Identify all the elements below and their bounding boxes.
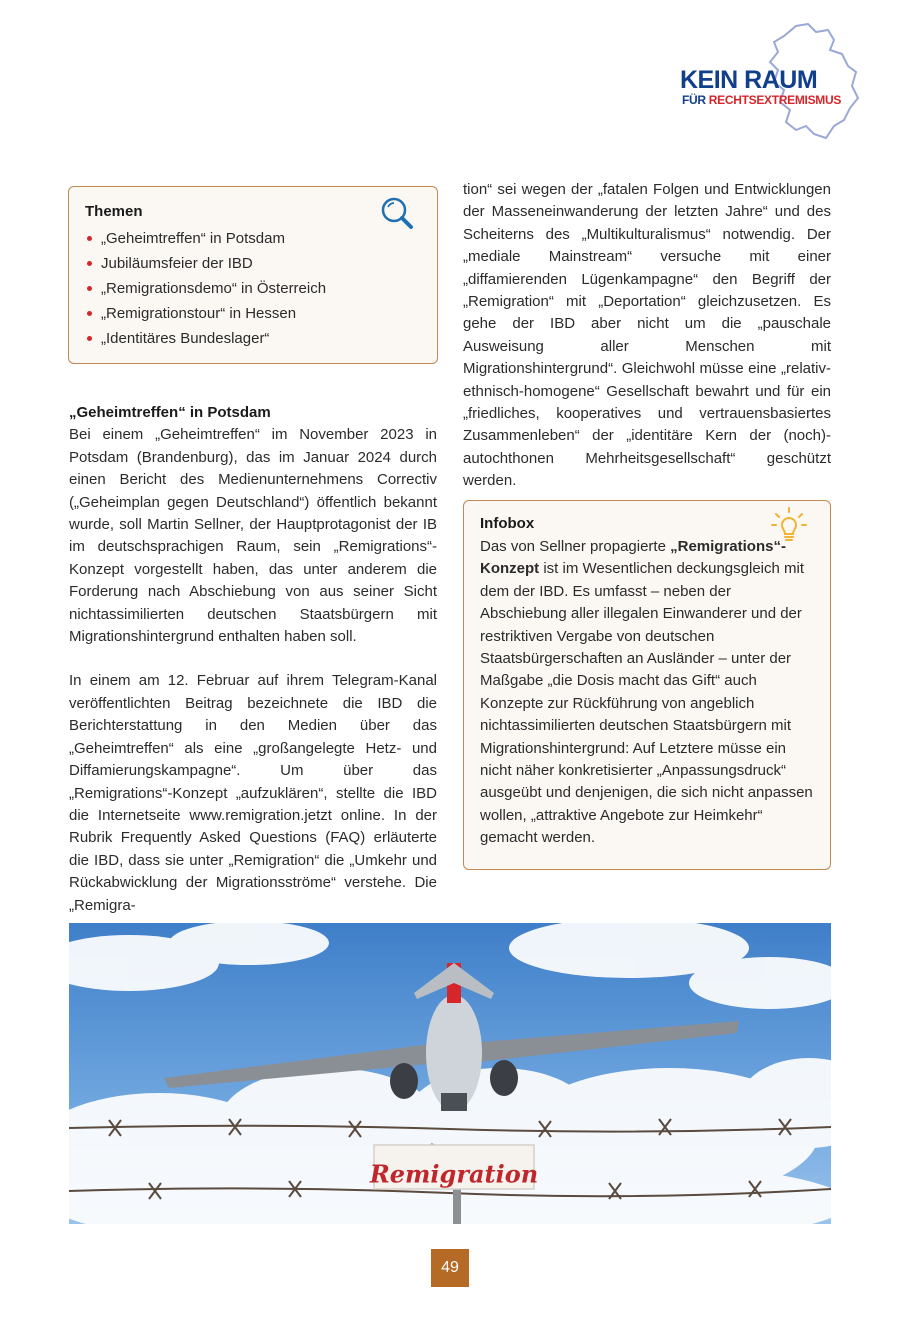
themen-box (68, 186, 438, 364)
list-item: Jubiläumsfeier der IBD (85, 251, 421, 276)
themen-list (85, 226, 421, 351)
logo-title: KEIN RAUM (680, 66, 818, 94)
list-item: „Geheimtreffen“ in Potsdam (85, 226, 421, 251)
list-item: „Remigrationstour“ in Hessen (85, 301, 421, 326)
infobox-title: Infobox (480, 515, 535, 532)
sign-text: Remigration (369, 1159, 539, 1189)
infobox (463, 500, 831, 870)
paragraph: tion“ sei wegen der „fatalen Folgen und Entwicklungen der Masseneinwanderung der letzten Jahre“ und des Scheiterns des „Multikulturalismus“ notwendig. Der „mediale Mainstream“ versuche mit einer „diffamierenden Lügenkampagne“ den Begriff der „Remigration“ mit „Deportation“ gleichzusetzen. Es gehe der IBD aber nicht um die „pauschale Ausweisung aller Menschen mit Migrationshintergrund“. Gleichwohl müsse eine „relativ-ethnisch-homogene“ Gesellschaft bewahrt und für ein „friedliches, kooperatives und vertrauensbasiertes Zusammenleben“ der „identitäre Kern der (noch)-autochthonen Mehrheitsgesellschaft“ geschützt werden. (463, 181, 831, 490)
right-column (463, 179, 831, 493)
list-item: „Identitäres Bundeslager“ (85, 326, 421, 351)
left-column (69, 402, 437, 917)
paragraph: In einem am 12. Februar auf ihrem Telegram-Kanal veröffentlichten Beitrag bezeichnete die IBD die Berichterstattung in den Medien über das „Geheimtreffen“ als eine „großangelegte Hetz- und Diffamierungskampagne“. Um über das „Remigrations“-Konzept „aufzuklären“, stellte die IBD die Internetseite www.remigration.jetzt online. In der Rubrik Frequently Asked Questions (FAQ) erläuterte die IBD, dass sie unter „Remigration“ die „Umkehr und Rückabwicklung der Migrationsströme“ verstehe. Die „Remigra- (69, 672, 437, 914)
airplane-photo (69, 923, 831, 1224)
page-number: 49 (431, 1249, 469, 1287)
lightbulb-icon (770, 506, 808, 544)
themen-title: Themen (85, 203, 143, 220)
section-heading: „Geheimtreffen“ in Potsdam (69, 404, 271, 421)
infobox-text: Das von Sellner propagierte „Remigrations“-Konzept ist im Wesentlichen deckungsgleich mit dem der IBD. Es umfasst – neben der Abschiebung aller illegalen Einwanderer und der restriktiven Vergabe von deutschen Staatsbürgerschaften an Ausländer – unter der Maßgabe „die Dosis macht das Gift“ auch Konzepte zur Rückführung von angeblich nichtassimilierten deutschen Staatsbürgern mit Migrationshintergrund: Auf Letztere müsse ein nicht näher konkretisierter „Anpassungsdruck“ ausgeübt und denjenigen, die sich nicht anpassen wollen, „attraktive Angebote zur Heimkehr“ gemacht werden. (480, 538, 813, 847)
list-item: „Remigrationsdemo“ in Österreich (85, 276, 421, 301)
brand-logo (670, 22, 870, 142)
logo-subtitle: FÜR RECHTSEXTREMISMUS (682, 93, 842, 107)
paragraph: Bei einem „Geheimtreffen“ im November 2023 in Potsdam (Brandenburg), das im Januar 2024 durch einen Bericht des Medienunternehmens Correctiv („Geheimplan gegen Deutschland“) öffentlich bekannt wurde, soll Martin Sellner, der Hauptprotagonist der IB im deutschsprachigen Raum, sein „Remigrations“-Konzept vorgestellt haben, das unter anderem die Forderung nach Abschiebung von aus seiner Sicht nichtassimilierten deutschen Staatsbürgern mit Migrationshintergrund enthalten haben soll. (69, 426, 437, 646)
